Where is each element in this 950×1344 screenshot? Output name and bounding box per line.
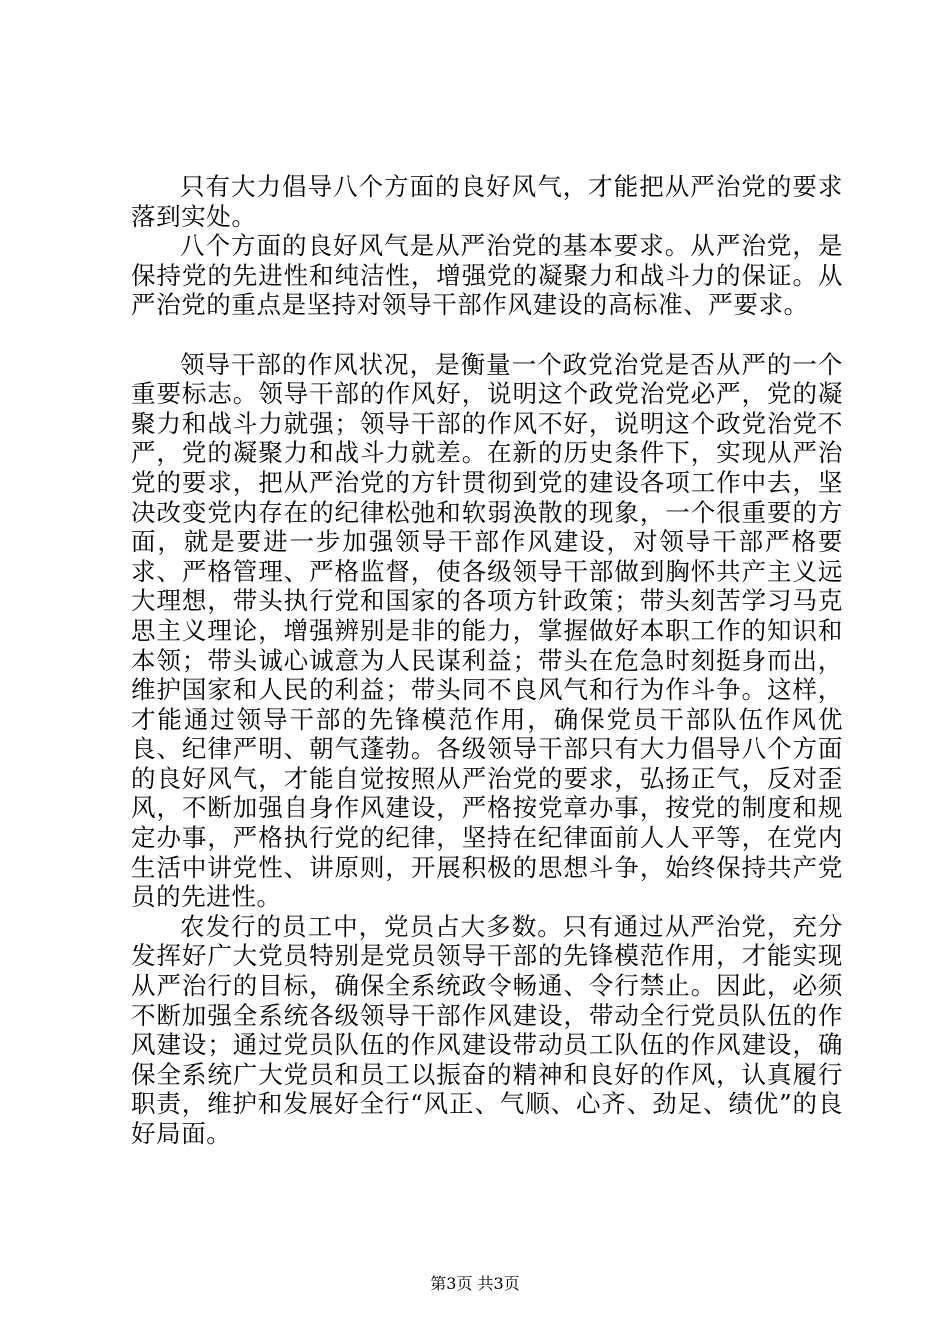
document-body (131, 172, 843, 1149)
paragraph-spacer (131, 320, 843, 350)
paragraph: 只有大力倡导八个方面的良好风气，才能把从严治党的要求落到实处。 (131, 172, 843, 231)
page-number: 第3页 共3页 (430, 1274, 520, 1293)
paragraph: 八个方面的良好风气是从严治党的基本要求。从严治党，是保持党的先进性和纯洁性，增强党的凝聚力和战斗力的保证。从严治党的重点是坚持对领导干部作风建设的高标准、严要求。 (131, 231, 843, 320)
paragraph: 农发行的员工中，党员占大多数。只有通过从严治党，充分发挥好广大党员特别是党员领导干部的先锋模范作用，才能实现从严治行的目标，确保全系统政令畅通、令行禁止。因此，必须不断加强全系统各级领导干部作风建设，带动全行党员队伍的作风建设；通过党员队伍的作风建设带动员工队伍的作风建设，确保全系统广大党员和员工以振奋的精神和良好的作风，认真履行职责，维护和发展好全行“风正、气顺、心齐、劲足、绩优”的良好局面。 (131, 911, 843, 1148)
paragraph: 领导干部的作风状况，是衡量一个政党治党是否从严的一个重要标志。领导干部的作风好，说明这个政党治党必严，党的凝聚力和战斗力就强；领导干部的作风不好，说明这个政党治党不严，党的凝聚力和战斗力就差。在新的历史条件下，实现从严治党的要求，把从严治党的方针贯彻到党的建设各项工作中去，坚决改变党内存在的纪律松弛和软弱涣散的现象，一个很重要的方面，就是要进一步加强领导干部作风建设，对领导干部严格要求、严格管理、严格监督，使各级领导干部做到胸怀共产主义远大理想，带头执行党和国家的各项方针政策；带头刻苦学习马克思主义理论，增强辨别是非的能力，掌握做好本职工作的知识和本领；带头诚心诚意为人民谋利益；带头在危急时刻挺身而出，维护国家和人民的利益；带头同不良风气和行为作斗争。这样，才能通过领导干部的先锋模范作用，确保党员干部队伍作风优良、纪律严明、朝气蓬勃。各级领导干部只有大力倡导八个方面的良好风气，才能自觉按照从严治党的要求，弘扬正气，反对歪风，不断加强自身作风建设，严格按党章办事，按党的制度和规定办事，严格执行党的纪律，坚持在纪律面前人人平等，在党内生活中讲党性、讲原则，开展积极的思想斗争，始终保持共产党员的先进性。 (131, 349, 843, 912)
